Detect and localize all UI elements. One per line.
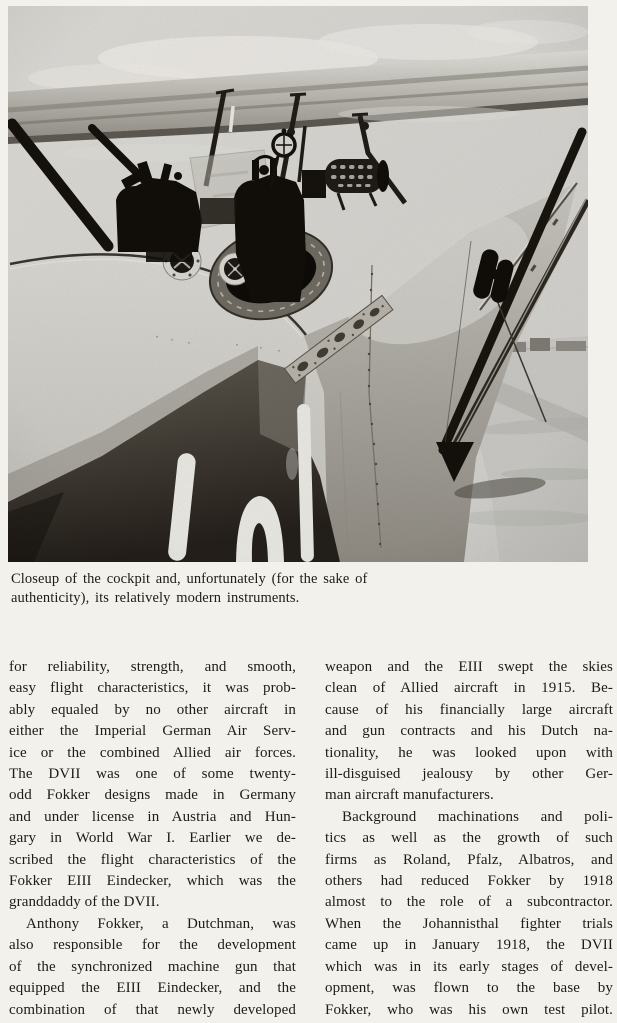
text-line: Closeup of the cockpit and, unfortunately (for the sake of (11, 571, 368, 587)
text-line: equipped the EIII Eindecker, and the (9, 980, 296, 997)
text-line: others had reduced Fokker by 1918 (325, 873, 613, 890)
text-line: cause of his financially large aircraft (325, 701, 613, 718)
text-line: ably equaled by no other aircraft in (9, 701, 296, 718)
text-line: tionality, he was looked upon with (325, 744, 613, 761)
text-line: Anthony Fokker, a Dutchman, was (26, 915, 296, 932)
text-line: clean of Allied aircraft in 1915. Be- (325, 680, 613, 697)
text-line: The DVII was one of some twenty- (9, 766, 296, 783)
text-line: granddaddy of the DVII. (9, 894, 160, 911)
text-line: gary in World War I. Earlier we de- (9, 830, 296, 847)
text-line: scribed the flight characteristics of the (9, 851, 296, 868)
text-line: Fokker, who was his own test pilot. (325, 1001, 613, 1018)
text-line: combination of that newly developed (9, 1001, 296, 1018)
text-line: almost to the role of a subcontractor. (325, 894, 613, 911)
text-line: Background machinations and poli- (342, 808, 613, 825)
text-line: weapon and the EIII swept the skies (325, 659, 613, 675)
text-line: also responsible for the development (9, 937, 296, 954)
text-line: man aircraft manufacturers. (325, 787, 494, 804)
text-line: either the Imperial German Air Serv- (9, 723, 296, 740)
text-line: ice or the combined Allied air forces. (9, 744, 296, 761)
text-line: which was in its early stages of devel- (325, 958, 613, 975)
text-line: firms as Roland, Pfalz, Albatros, and (325, 851, 613, 868)
text-line: and under license in Austria and Hun- (9, 808, 296, 825)
text-line: authenticity), its relatively modern instruments. (11, 590, 300, 606)
cockpit-photo (8, 6, 588, 562)
text-line: ill-disguised jealousy by other Ger- (325, 766, 613, 783)
text-line: for reliability, strength, and smooth, (9, 659, 296, 675)
text-line: tics as well as the growth of such (325, 830, 613, 847)
text-line: opment, was flown to the base by (325, 980, 613, 997)
text-line: Fokker EIII Eindecker, which was the (9, 873, 296, 890)
text-line: When the Johannisthal fighter trials (325, 915, 613, 932)
text-line: and gun contracts and his Dutch na- (325, 723, 613, 740)
text-line: came up in January 1918, the DVII (325, 937, 613, 954)
text-column-right (325, 657, 613, 1023)
text-line: odd Fokker designs made in Germany (9, 787, 296, 804)
cockpit-photo-art (8, 6, 588, 562)
photo-caption (11, 570, 481, 608)
text-line: of the synchronized machine gun that (9, 958, 296, 975)
text-line: easy flight characteristics, it was prob- (9, 680, 296, 697)
film-grain (8, 6, 588, 562)
text-column-left (9, 657, 296, 1023)
